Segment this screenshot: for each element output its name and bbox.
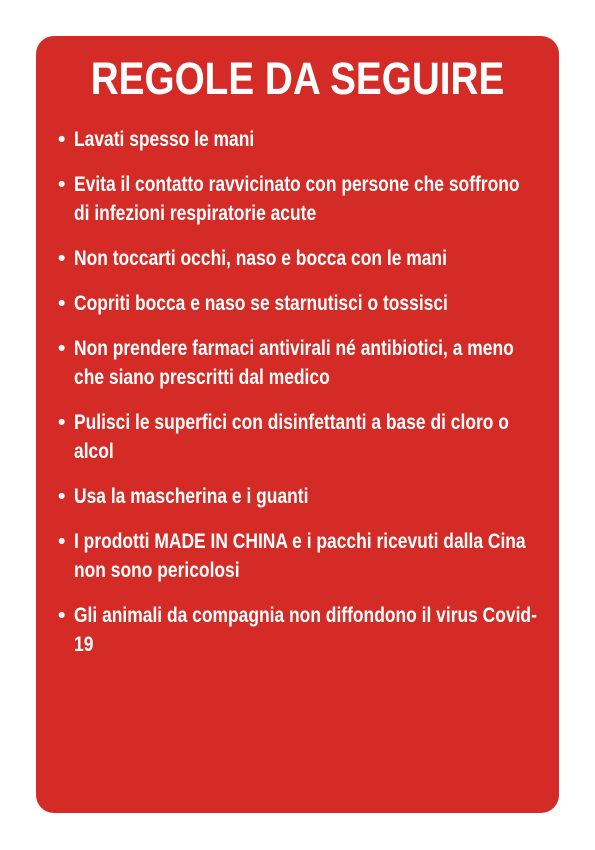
rule-text: Non prendere farmaci antivirali né antibiotici, a meno che siano prescritti dal medico	[74, 337, 514, 389]
bullet-icon: •	[58, 604, 66, 627]
rule-item	[56, 125, 539, 154]
bullet-icon: •	[58, 485, 66, 508]
rule-item	[56, 601, 539, 659]
rule-item	[56, 482, 539, 511]
rule-text: I prodotti MADE IN CHINA e i pacchi ricevuti dalla Cina non sono pericolosi	[74, 530, 526, 582]
bullet-icon: •	[58, 411, 66, 434]
rule-text: Usa la mascherina e i guanti	[74, 485, 309, 508]
rule-text: Gli animali da compagnia non diffondono il virus Covid-19	[74, 604, 537, 656]
rule-text: Copriti bocca e naso se starnutisci o tossisci	[74, 292, 448, 315]
rule-item	[56, 244, 539, 273]
rules-list	[56, 125, 539, 659]
rule-text: Pulisci le superfici con disinfettanti a base di cloro o alcol	[74, 411, 509, 463]
bullet-icon: •	[58, 247, 66, 270]
bullet-icon: •	[58, 173, 66, 196]
rule-item	[56, 527, 539, 585]
bullet-icon: •	[58, 292, 66, 315]
sign-title: REGOLE DA SEGUIRE	[90, 53, 505, 104]
rule-text: Lavati spesso le mani	[74, 128, 255, 151]
rule-item	[56, 334, 539, 392]
bullet-icon: •	[58, 337, 66, 360]
bullet-icon: •	[58, 530, 66, 553]
rule-text: Evita il contatto ravvicinato con persone che soffrono di infezioni respiratorie acute	[74, 173, 520, 225]
bullet-icon: •	[58, 128, 66, 151]
rules-sign	[36, 36, 559, 813]
rule-text: Non toccarti occhi, naso e bocca con le mani	[74, 247, 447, 270]
rule-item	[56, 408, 539, 466]
rule-item	[56, 289, 539, 318]
rule-item	[56, 170, 539, 228]
